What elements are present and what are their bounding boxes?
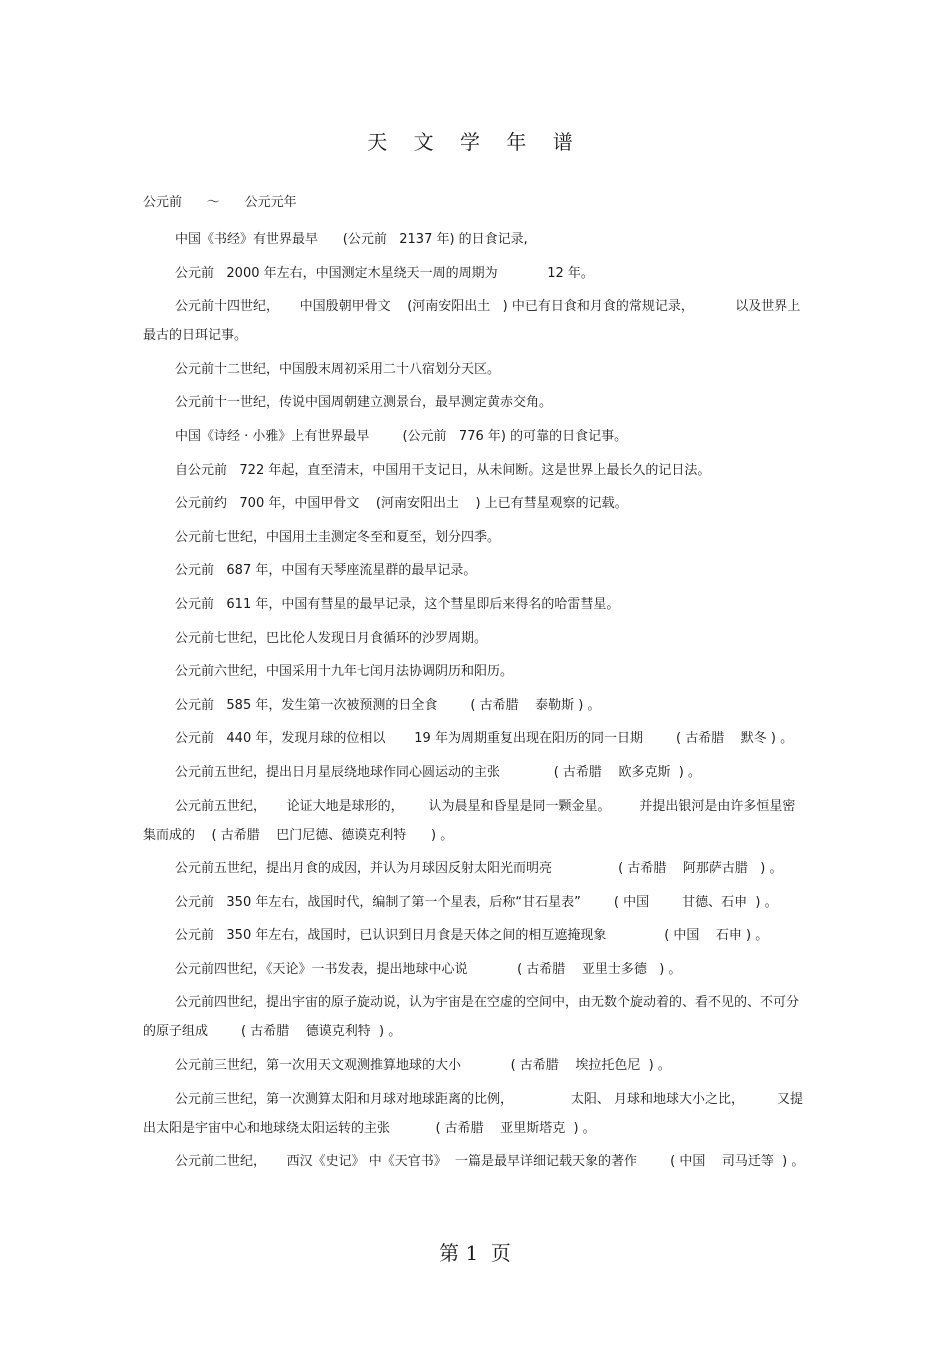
chronology-entry-16: 公元前五世纪，提出日月星辰绕地球作同心圆运动的主张 ( 古希腊 欧多克斯 ) 。	[175, 764, 701, 780]
chronology-entry-15: 公元前 440 年，发现月球的位相以 19 年为周期重复出现在阳历的同一日期 ( 古希腊 默冬 ) 。	[175, 731, 794, 747]
chronology-entry-11: 公元前 611 年，中国有彗星的最早记录，这个彗星即后来得名的哈雷彗星。	[175, 596, 620, 612]
chronology-entry-4: 公元前十二世纪，中国殷末周初采用二十八宿划分天区。	[175, 361, 501, 377]
chronology-entry-25: 公元前二世纪， 西汉《史记》 中《天官书》 一篇是最早详细记载天象的著作 ( 中国 司马迁等 ) 。	[175, 1154, 805, 1170]
chronology-entry-6: 中国《诗经 · 小雅》上有世界最早 (公元前 776 年) 的可靠的日食记事。	[175, 428, 628, 444]
chronology-entry-19: 公元前 350 年左右，战国时代，编制了第一个星表，后称“甘石星表” ( 中国 甘德、石申 ) 。	[175, 894, 778, 910]
chronology-entry-13: 公元前六世纪，中国采用十九年七闰月法协调阴历和阳历。	[175, 664, 514, 680]
page-number: 第 1 页	[439, 1241, 511, 1265]
chronology-entry-8: 公元前约 700 年，中国甲骨文 (河南安阳出土 ) 上已有彗星观察的记载。	[175, 496, 628, 512]
chronology-entry-7: 自公元前 722 年起，直至清末，中国用干支记日，从未间断。这是世界上最长久的记日法。	[175, 462, 711, 478]
section-heading: 公元前 ～ 公元元年	[143, 195, 297, 210]
chronology-list	[143, 225, 808, 1181]
chronology-entry-5: 公元前十一世纪，传说中国周朝建立测景台，最早测定黄赤交角。	[175, 395, 553, 411]
chronology-entry-22: 公元前四世纪，提出宇宙的原子旋动说，认为宇宙是在空虚的空间中，由无数个旋动着的、看不见的、不可分的原子组成 ( 古希腊 德谟克利特 ) 。	[143, 995, 800, 1040]
chronology-entry-14: 公元前 585 年，发生第一次被预测的日全食 ( 古希腊 泰勒斯 ) 。	[175, 697, 601, 713]
page-title: 天 文 学 年 谱	[367, 130, 583, 154]
chronology-entry-18: 公元前五世纪，提出月食的成因，并认为月球因反射太阳光而明亮 ( 古希腊 阿那萨古腊 ) 。	[175, 861, 783, 877]
chronology-entry-12: 公元前七世纪，巴比伦人发现日月食循环的沙罗周期。	[175, 630, 488, 646]
chronology-entry-1: 中国《书经》有世界最早 (公元前 2137 年) 的日食记录,	[175, 232, 528, 247]
chronology-entry-17: 公元前五世纪， 论证大地是球形的， 认为晨星和昏星是同一颗金星。 并提出银河是由许多恒星密集而成的 ( 古希腊 巴门尼德、德谟克利特 ) 。	[143, 798, 796, 843]
chronology-entry-24: 公元前三世纪，第一次测算太阳和月球对地球距离的比例， 太阳、 月球和地球大小之比， 又提出太阳是宇宙中心和地球绕太阳运转的主张 ( 古希腊 亚里斯塔克 ) 。	[143, 1091, 804, 1136]
chronology-entry-10: 公元前 687 年，中国有天琴座流星群的最早记录。	[175, 563, 477, 579]
chronology-entry-9: 公元前七世纪，中国用土圭测定冬至和夏至，划分四季。	[175, 529, 501, 545]
chronology-entry-3: 公元前十四世纪， 中国殷朝甲骨文 (河南安阳出土 ) 中已有日食和月食的常规记录， 以及世界上最古的日珥记事。	[143, 299, 801, 344]
chronology-entry-23: 公元前三世纪，第一次用天文观测推算地球的大小 ( 古希腊 埃拉托色尼 ) 。	[175, 1058, 671, 1074]
chronology-entry-21: 公元前四世纪，《天论》一书发表，提出地球中心说 ( 古希腊 亚里士多德 ) 。	[175, 961, 682, 977]
chronology-entry-2: 公元前 2000 年左右，中国测定木星绕天一周的周期为 12 年。	[175, 265, 594, 281]
chronology-entry-20: 公元前 350 年左右，战国时，已认识到日月食是天体之间的相互遮掩现象 ( 中国 石申 ) 。	[175, 928, 769, 944]
